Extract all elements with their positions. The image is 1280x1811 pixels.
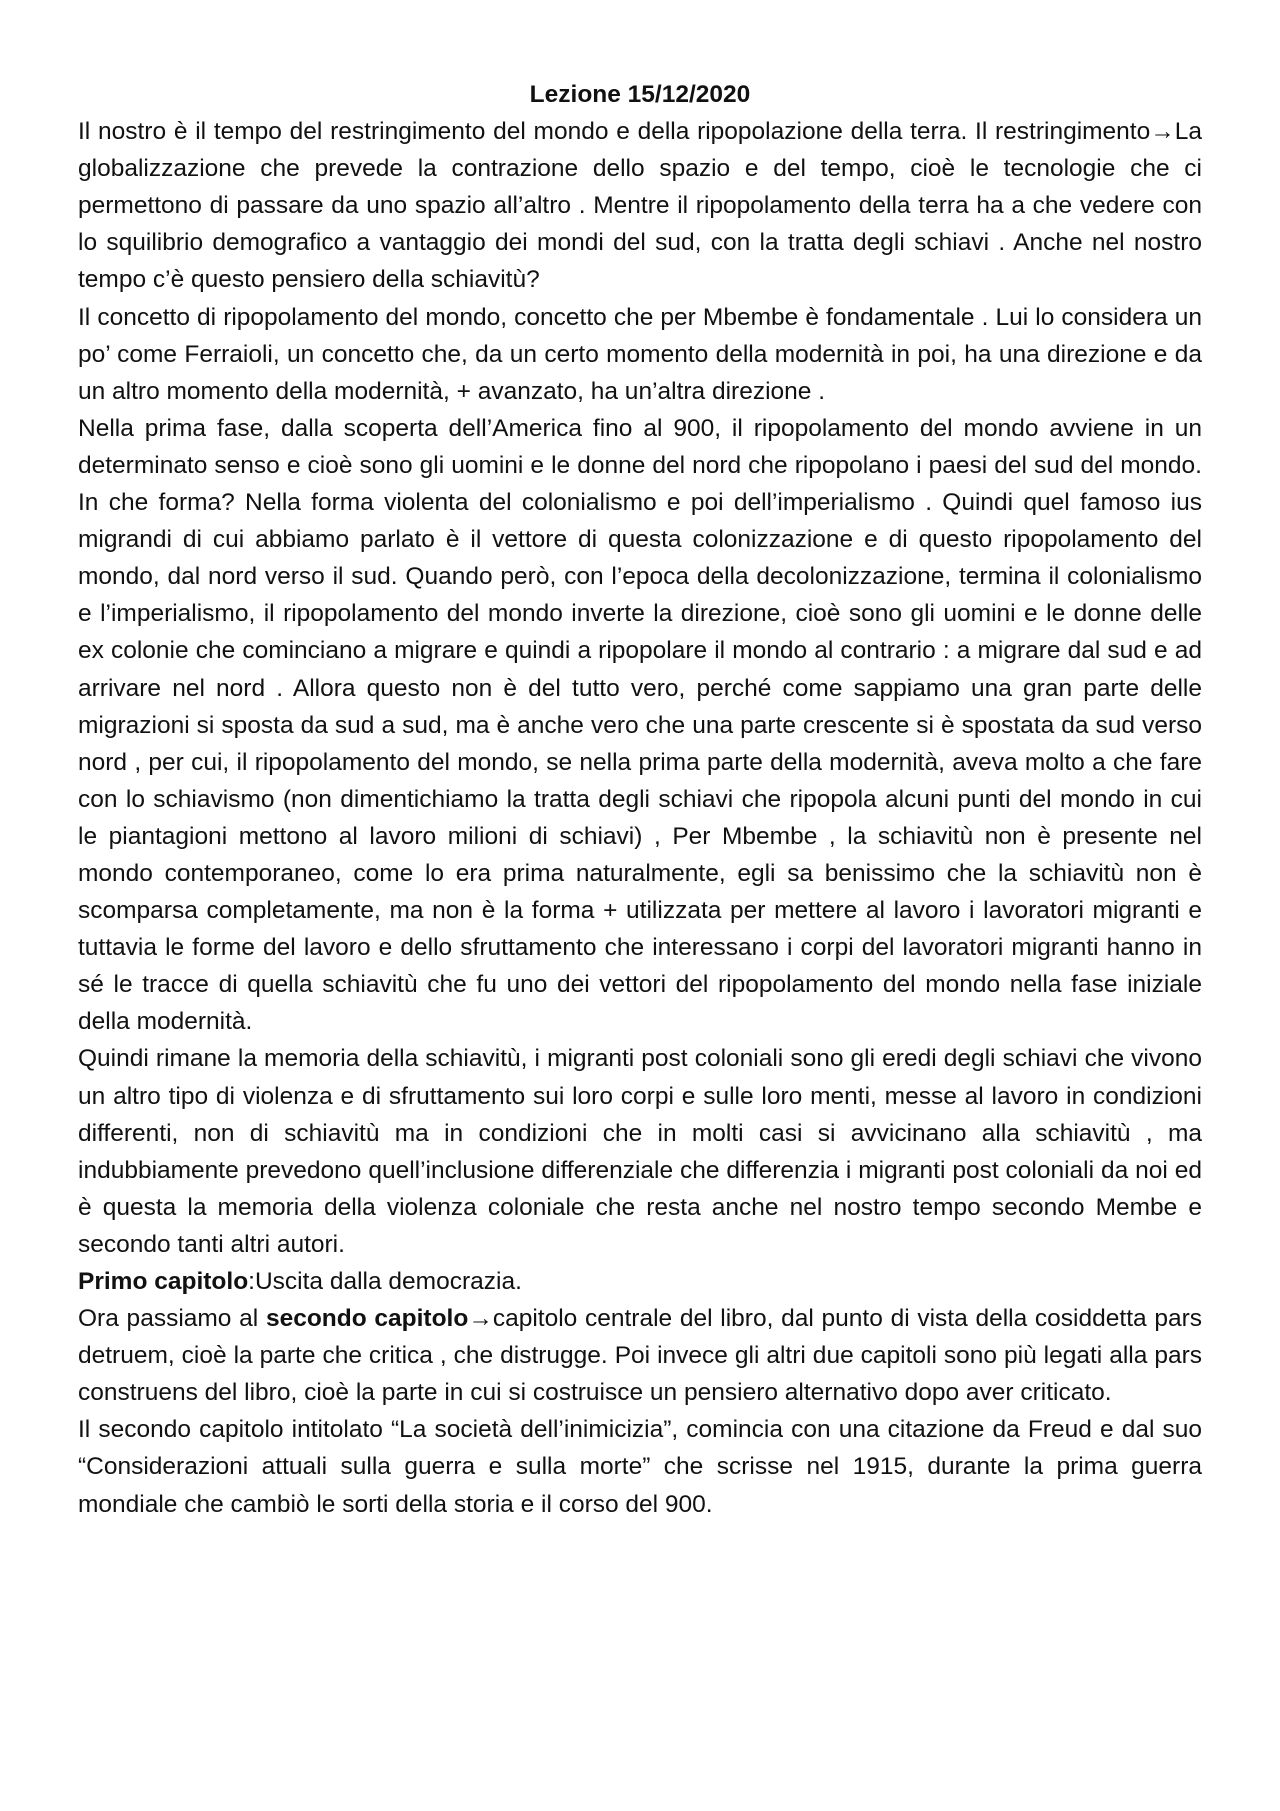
second-chapter-heading: secondo capitolo (265, 1305, 469, 1333)
paragraph-first-chapter (78, 1263, 1202, 1300)
paragraph-intro: Il nostro è il tempo del restringimento del mondo e della ripopolazione della terra. Il restringimento→La globalizzazione che prevede la contrazione dello spazio e del tempo, cioè le tecnologie che ci permettono di passare da uno spazio all’altro . Mentre il ripopolamento della terra ha a che vedere con lo squilibrio demografico a vantaggio dei mondi del sud, con la tratta degli schiavi . Anche nel nostro tempo c’è questo pensiero della schiavitù? (78, 118, 1202, 294)
second-chapter-text: →capitolo centrale del libro, dal punto di vista della cosiddetta pars detruem, cioè la parte che critica , che distrugge. Poi invece gli altri due capitoli sono più legati alla pars construens del libro, cioè la parte in cui si costruisce un pensiero alternativo dopo aver criticato. (78, 1305, 1203, 1407)
paragraph-ripopolamento-concept: Il concetto di ripopolamento del mondo, concetto che per Mbembe è fondamentale . Lui lo considera un po’ come Ferraioli, un concetto che, da un certo momento della modernità in poi, ha una direzione e da un altro momento della modernità, + avanzato, ha un’altra direzione . (78, 303, 1202, 405)
first-chapter-text: :Uscita dalla democrazia. (248, 1268, 522, 1295)
paragraph-first-phase: Nella prima fase, dalla scoperta dell’America fino al 900, il ripopolamento del mondo avviene in un determinato senso e cioè sono gli uomini e le donne del nord che ripopolano i paesi del sud del mondo. In che forma? Nella forma violenta del colonialismo e poi dell’imperialismo . Quindi quel famoso ius migrandi di cui abbiamo parlato è il vettore di questa colonizzazione e di questo ripopolamento del mondo, dal nord verso il sud. Quando però, con l’epoca della decolonizzazione, termina il colonialismo e l’imperialismo, il ripopolamento del mondo inverte la direzione, cioè sono gli uomini e le donne delle ex colonie che cominciano a migrare e quindi a ripopolare il mondo al contrario : a migrare dal sud e ad arrivare nel nord . Allora questo non è del tutto vero, perché come sappiamo una gran parte delle migrazioni si sposta da sud a sud, ma è anche vero che una parte crescente si è spostata da sud verso nord , per cui, il ripopolamento del mondo, se nella prima parte della modernità, aveva molto a che fare con lo schiavismo (non dimentichiamo la tratta degli schiavi che ripopola alcuni punti del mondo in cui le piantagioni mettono al lavoro milioni di schiavi) , Per Mbembe , la schiavitù non è presente nel mondo contemporaneo, come lo era prima naturalmente, egli sa benissimo che la schiavitù non è scomparsa completamente, ma non è la forma + utilizzata per mettere al lavoro i lavoratori migranti e tuttavia le forme del lavoro e dello sfruttamento che interessano i corpi del lavoratori migranti hanno in sé le tracce di quella schiavitù che fu uno dei vettori del ripopolamento del mondo nella fase iniziale della modernità. (78, 414, 1202, 1036)
paragraph-second-chapter (78, 1300, 1202, 1411)
second-chapter-intro: Ora passiamo al (78, 1305, 266, 1333)
paragraph-freud-citation: Il secondo capitolo intitolato “La società dell’inimicizia”, comincia con una citazione da Freud e dal suo “Considerazioni attuali sulla guerra e sulla morte” che scrisse nel 1915, durante la prima guerra mondiale che cambiò le sorti della storia e il corso del 900. (78, 1416, 1202, 1518)
first-chapter-heading: Primo capitolo (78, 1268, 249, 1295)
document-page (78, 76, 1202, 1523)
lesson-title: Lezione 15/12/2020 (529, 81, 751, 108)
paragraph-memory-slavery: Quindi rimane la memoria della schiavitù, i migranti post coloniali sono gli eredi degli schiavi che vivono un altro tipo di violenza e di sfruttamento sui loro corpi e sulle loro menti, messe al lavoro in condizioni differenti, non di schiavitù ma in condizioni che in molti casi si avvicinano alla schiavitù , ma indubbiamente prevedono quell’inclusione differenziale che differenzia i migranti post coloniali da noi ed è questa la memoria della violenza coloniale che resta anche nel nostro tempo secondo Membe e secondo tanti altri autori. (78, 1045, 1202, 1258)
